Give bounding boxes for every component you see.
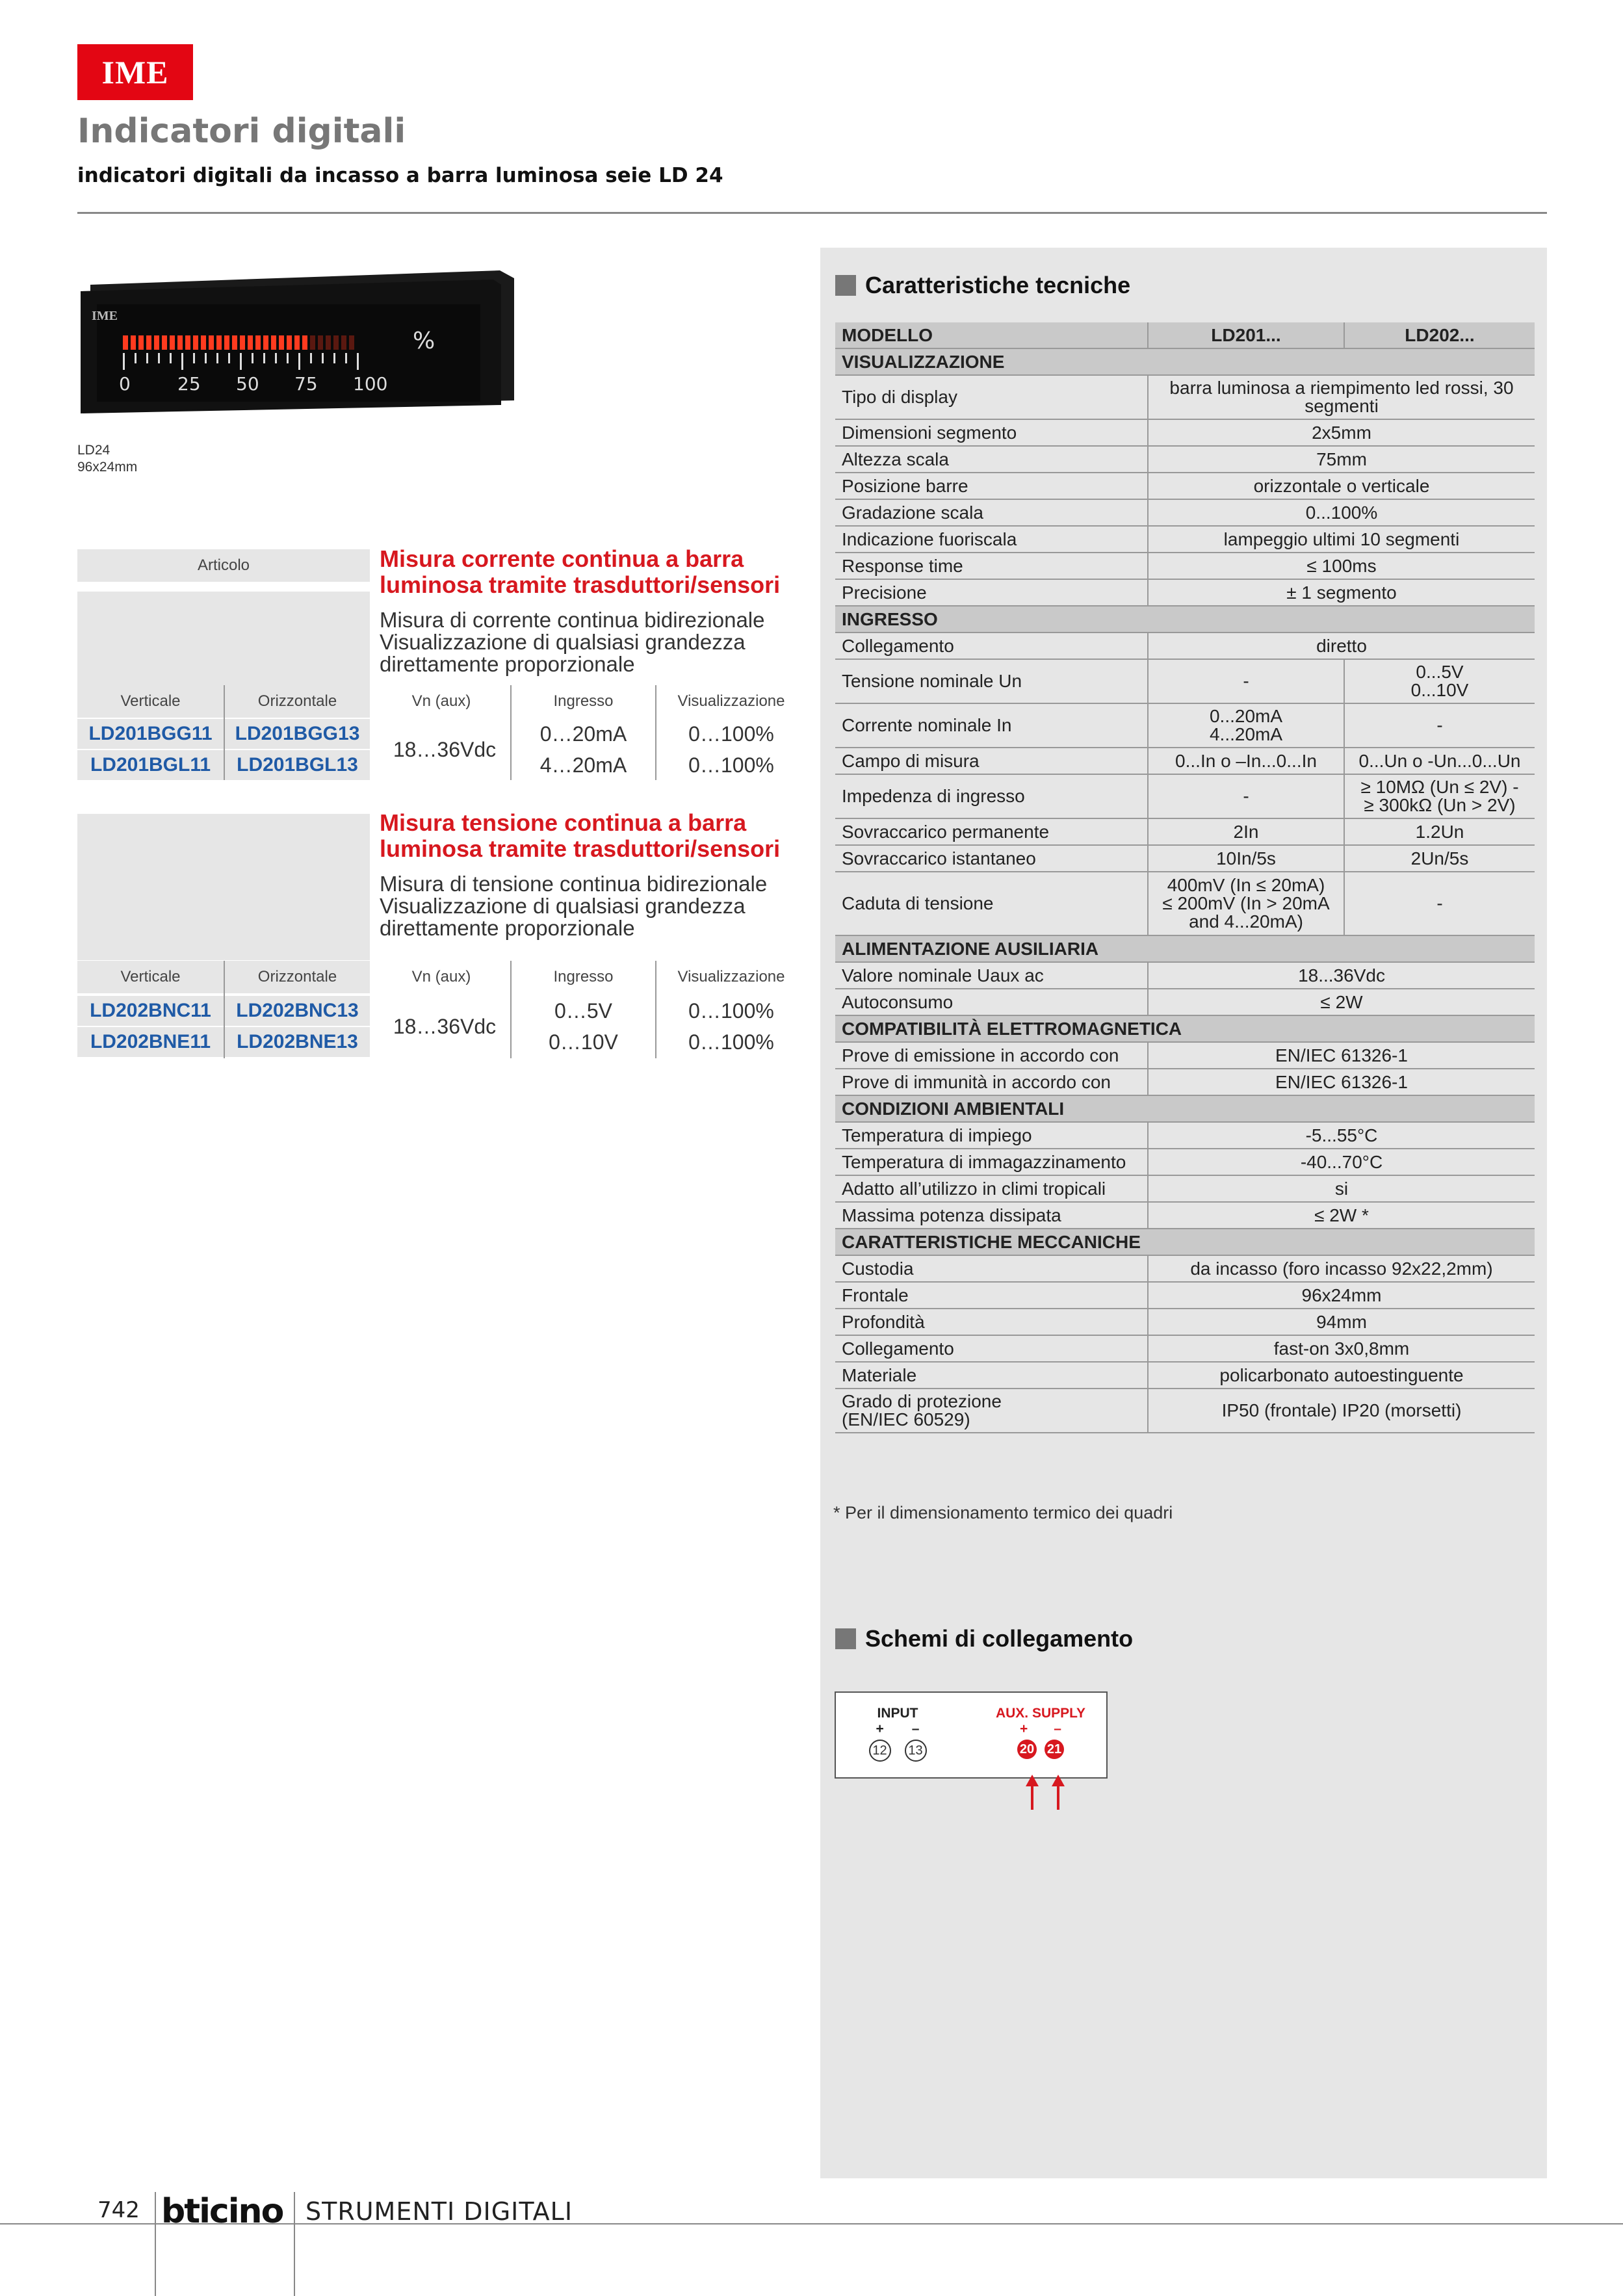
spec-value-ld201: 0...In o –In...0...In (1148, 748, 1344, 774)
spec-row (835, 553, 1535, 579)
spec-value: 96x24mm (1148, 1282, 1535, 1309)
spec-value-ld201: - (1148, 774, 1344, 818)
bar-led (349, 335, 354, 350)
scale-tick (135, 353, 136, 363)
bar-led (341, 335, 346, 350)
terminal-13: 13 (905, 1740, 927, 1762)
bar-led (294, 335, 300, 350)
spec-label: Collegamento (835, 633, 1148, 659)
bar-led (318, 335, 323, 350)
spec-row (835, 633, 1535, 659)
spec-value: 94mm (1148, 1309, 1535, 1335)
spec-section-label: ALIMENTAZIONE AUSILIARIA (835, 935, 1535, 962)
spec-value-ld201: - (1148, 659, 1344, 703)
col-visualizzazione: Visualizzazione (677, 968, 785, 985)
spec-section-row (835, 1095, 1535, 1122)
desc-line: Misura di tensione continua bidirezionale (380, 872, 768, 896)
desc-line: direttamente proporzionale (380, 652, 635, 676)
spec-section-label: CARATTERISTICHE MECCANICHE (835, 1229, 1535, 1255)
articolo-header: Articolo (77, 549, 370, 582)
footer-vdivider (294, 2192, 295, 2296)
spec-section-label: CONDIZIONI AMBIENTALI (835, 1095, 1535, 1122)
col-verticale: Verticale (77, 685, 224, 718)
photo-caption-model: LD24 (77, 443, 110, 458)
square-bullet-icon (835, 1628, 856, 1649)
spec-value: 75mm (1148, 446, 1535, 473)
articolo-image-placeholder (77, 814, 370, 960)
spec-label: Altezza scala (835, 446, 1148, 473)
scale-tick (123, 353, 125, 370)
bar-led (326, 335, 331, 350)
spec-value: policarbonato autoestinguente (1148, 1362, 1535, 1389)
spec-row (835, 989, 1535, 1015)
col-vn: Vn (aux) (411, 692, 471, 710)
scale-tick (158, 353, 160, 363)
code-vertical: LD201BGL11 (77, 750, 224, 780)
footer-section: STRUMENTI DIGITALI (305, 2197, 573, 2226)
spec-label: Impedenza di ingresso (835, 774, 1148, 818)
bar-led (232, 335, 237, 350)
spec-row (835, 845, 1535, 872)
spec-row (835, 1069, 1535, 1095)
spec-row (835, 473, 1535, 499)
aux-polarity (992, 1721, 1089, 1737)
code-vertical: LD202BNC11 (77, 996, 224, 1026)
spec-header-ld201: LD201... (1148, 322, 1344, 348)
spec-value-ld201: 0...20mA 4...20mA (1148, 703, 1344, 748)
scale-tick (357, 353, 359, 370)
bar-led (146, 335, 151, 350)
bar-led (193, 335, 198, 350)
spec-value: si (1148, 1175, 1535, 1202)
spec-row (835, 446, 1535, 473)
spec-value-ld201: 2In (1148, 818, 1344, 845)
spec-value: -5...55°C (1148, 1122, 1535, 1149)
spec-section-row (835, 348, 1535, 375)
spec-label: Collegamento (835, 1335, 1148, 1362)
bar-led (177, 335, 183, 350)
plus-sign: + (876, 1721, 884, 1736)
spec-row (835, 1202, 1535, 1229)
spec-label: Dimensioni segmento (835, 419, 1148, 446)
bticino-logo: bticino (161, 2192, 283, 2231)
spec-section-row (835, 1015, 1535, 1042)
spec-value-ld202: - (1344, 872, 1535, 935)
col-orizzontale: Orizzontale (225, 685, 370, 718)
scale-label: 25 (177, 373, 201, 395)
bar-led (271, 335, 276, 350)
col-ingresso: Ingresso (553, 692, 614, 710)
ingresso-value: 0…5V (554, 998, 612, 1023)
spec-label: Profondità (835, 1309, 1148, 1335)
code-vertical: LD201BGG11 (77, 719, 224, 749)
vn-value: 18…36Vdc (393, 1014, 497, 1038)
bar-led (185, 335, 190, 350)
scale-tick (216, 353, 218, 363)
spec-value-ld201: 10In/5s (1148, 845, 1344, 872)
product-photo (77, 265, 514, 415)
group-title: Misura tensione continua a barra luminosa tramite trasduttori/sensori (380, 809, 781, 862)
bar-led (138, 335, 144, 350)
spec-row (835, 419, 1535, 446)
device-brand-label: IME (92, 309, 118, 323)
spec-value: ≤ 100ms (1148, 553, 1535, 579)
spec-section-row (835, 1229, 1535, 1255)
minus-sign: – (1054, 1721, 1061, 1736)
ingresso-value: 0…10V (549, 1030, 618, 1054)
spec-section-label: VISUALIZZAZIONE (835, 348, 1535, 375)
spec-row (835, 499, 1535, 526)
spec-value: lampeggio ultimi 10 segmenti (1148, 526, 1535, 553)
group-description (380, 873, 809, 939)
spec-label: Prove di immunità in accordo con (835, 1069, 1148, 1095)
spec-row (835, 1362, 1535, 1389)
bar-led (201, 335, 206, 350)
col-ingresso: Ingresso (553, 968, 614, 985)
spec-label: Prove di emissione in accordo con (835, 1042, 1148, 1069)
scale-tick (310, 353, 312, 363)
spec-label: Corrente nominale In (835, 703, 1148, 748)
spec-value: diretto (1148, 633, 1535, 659)
spec-value-ld202: - (1344, 703, 1535, 748)
schemi-heading (835, 1625, 1133, 1652)
bar-led (224, 335, 229, 350)
footer-vdivider (155, 2192, 156, 2296)
spec-header-row (835, 322, 1535, 348)
spec-label: Temperatura di immagazzinamento (835, 1149, 1148, 1175)
unit-label: % (413, 328, 435, 354)
spec-value-ld201: 400mV (In ≤ 20mA) ≤ 200mV (In > 20mA and 4...20mA) (1148, 872, 1344, 935)
spec-label: Indicazione fuoriscala (835, 526, 1148, 553)
spec-row (835, 872, 1535, 935)
spec-value: orizzontale o verticale (1148, 473, 1535, 499)
photo-caption-size: 96x24mm (77, 460, 138, 475)
spec-row (835, 579, 1535, 606)
minus-sign: – (911, 1721, 920, 1736)
spec-label: Sovraccarico permanente (835, 818, 1148, 845)
spec-row (835, 1335, 1535, 1362)
spec-row (835, 1255, 1535, 1282)
spec-row (835, 1389, 1535, 1433)
spec-row (835, 1175, 1535, 1202)
terminal-12: 12 (869, 1740, 891, 1762)
spec-table (835, 322, 1535, 1433)
code-vertical: LD202BNE11 (77, 1027, 224, 1057)
scale-tick (205, 353, 207, 363)
spec-row (835, 818, 1535, 845)
spec-label: Valore nominale Uaux ac (835, 962, 1148, 989)
scale-tick (322, 353, 324, 363)
desc-line: Misura di corrente continua bidirezionale (380, 608, 765, 632)
terminal-20: 20 (1017, 1740, 1037, 1759)
scale-tick (181, 353, 183, 370)
scale-tick (146, 353, 148, 363)
bar-led (302, 335, 307, 350)
visual-value: 0…100% (688, 753, 774, 777)
desc-line: Visualizzazione di qualsiasi grandezza (380, 630, 746, 654)
scale-tick (228, 353, 230, 363)
aux-arrows-icon (1014, 1773, 1079, 1812)
footnote: * Per il dimensionamento termico dei quadri (833, 1503, 1173, 1522)
spec-header-ld202: LD202... (1344, 322, 1535, 348)
aux-terminals (992, 1740, 1089, 1759)
spec-row (835, 1149, 1535, 1175)
code-horizontal: LD201BGG13 (225, 719, 370, 749)
bar-led (255, 335, 261, 350)
spec-section-row (835, 935, 1535, 962)
scale-label: 100 (353, 373, 388, 395)
spec-row (835, 703, 1535, 748)
spec-row (835, 1122, 1535, 1149)
header-divider (77, 212, 1547, 214)
ime-logo: IME (77, 44, 193, 100)
square-bullet-icon (835, 275, 856, 296)
scale-tick (240, 353, 242, 370)
schemi-heading-text: Schemi di collegamento (865, 1625, 1134, 1652)
spec-label: Grado di protezione (EN/IEC 60529) (835, 1389, 1148, 1433)
spec-label: Temperatura di impiego (835, 1122, 1148, 1149)
spec-value: EN/IEC 61326-1 (1148, 1069, 1535, 1095)
spec-section-row (835, 606, 1535, 633)
scale-label: 50 (236, 373, 259, 395)
tech-heading (835, 272, 1130, 299)
code-horizontal: LD202BNE13 (225, 1027, 370, 1057)
spec-value: fast-on 3x0,8mm (1148, 1335, 1535, 1362)
spec-value: 0...100% (1148, 499, 1535, 526)
scale-tick (193, 353, 195, 363)
group-description (380, 609, 809, 675)
spec-label: Tipo di display (835, 375, 1148, 419)
col-orizzontale: Orizzontale (225, 961, 370, 993)
spec-value: -40...70°C (1148, 1149, 1535, 1175)
ingresso-value: 4…20mA (539, 753, 627, 777)
bar-led (131, 335, 136, 350)
scale-tick (252, 353, 253, 363)
aux-label: AUX. SUPPLY (995, 1706, 1086, 1721)
spec-value: ± 1 segmento (1148, 579, 1535, 606)
col-divider (510, 961, 512, 1058)
spec-row (835, 774, 1535, 818)
page-number: 742 (97, 2197, 140, 2223)
bar-led (263, 335, 268, 350)
visual-value: 0…100% (688, 722, 774, 746)
spec-value-ld202: ≥ 10MΩ (Un ≤ 2V) - ≥ 300kΩ (Un > 2V) (1344, 774, 1535, 818)
bar-led (154, 335, 159, 350)
code-horizontal: LD201BGL13 (225, 750, 370, 780)
spec-value-ld202: 1.2Un (1344, 818, 1535, 845)
spec-value: da incasso (foro incasso 92x22,2mm) (1148, 1255, 1535, 1282)
scale-tick (287, 353, 289, 363)
scale-tick (345, 353, 347, 363)
scale-tick (170, 353, 172, 363)
spec-value-ld202: 0...Un o -Un...0...Un (1344, 748, 1535, 774)
spec-label: Campo di misura (835, 748, 1148, 774)
wiring-diagram (835, 1691, 1108, 1779)
desc-line: Visualizzazione di qualsiasi grandezza (380, 894, 746, 918)
spec-label: Posizione barre (835, 473, 1148, 499)
spec-label: Custodia (835, 1255, 1148, 1282)
visual-value: 0…100% (688, 998, 774, 1023)
spec-value: 2x5mm (1148, 419, 1535, 446)
bar-led (279, 335, 284, 350)
scale-label: 0 (119, 373, 131, 395)
desc-line: direttamente proporzionale (380, 916, 635, 940)
page-title: Indicatori digitali (77, 112, 406, 151)
spec-value: ≤ 2W (1148, 989, 1535, 1015)
spec-label: Massima potenza dissipata (835, 1202, 1148, 1229)
group-title: Misura corrente continua a barra luminosa tramite trasduttori/sensori (380, 545, 781, 598)
bar-led (333, 335, 339, 350)
spec-header-label: MODELLO (835, 322, 1148, 348)
spec-row (835, 375, 1535, 419)
spec-label: Materiale (835, 1362, 1148, 1389)
spec-row (835, 1282, 1535, 1309)
bar-led (162, 335, 167, 350)
bar-led (240, 335, 245, 350)
input-polarity (862, 1721, 933, 1737)
spec-label: Gradazione scala (835, 499, 1148, 526)
scale-tick (263, 353, 265, 363)
spec-value: EN/IEC 61326-1 (1148, 1042, 1535, 1069)
spec-value-ld202: 0...5V 0...10V (1344, 659, 1535, 703)
spec-label: Caduta di tensione (835, 872, 1148, 935)
col-visualizzazione: Visualizzazione (677, 692, 785, 710)
spec-label: Autoconsumo (835, 989, 1148, 1015)
photo-caption (77, 442, 137, 476)
spec-value-ld202: 2Un/5s (1344, 845, 1535, 872)
code-horizontal: LD202BNC13 (225, 996, 370, 1026)
spec-section-label: COMPATIBILITÀ ELETTROMAGNETICA (835, 1015, 1535, 1042)
col-divider (510, 685, 512, 780)
page-subtitle: indicatori digitali da incasso a barra luminosa seie LD 24 (77, 164, 723, 187)
bar-led (170, 335, 175, 350)
bar-led (216, 335, 222, 350)
spec-row (835, 1309, 1535, 1335)
tech-heading-text: Caratteristiche tecniche (865, 272, 1131, 298)
aux-block (992, 1706, 1089, 1759)
spec-label: Frontale (835, 1282, 1148, 1309)
spec-value: IP50 (frontale) IP20 (morsetti) (1148, 1389, 1535, 1433)
visual-value: 0…100% (688, 1030, 774, 1054)
spec-row (835, 748, 1535, 774)
spec-section-label: INGRESSO (835, 606, 1535, 633)
spec-label: Precisione (835, 579, 1148, 606)
vn-value: 18…36Vdc (393, 737, 497, 761)
ingresso-value: 0…20mA (539, 722, 627, 746)
input-block (862, 1706, 933, 1762)
articolo-image-placeholder (77, 592, 370, 685)
bar-led (123, 335, 128, 350)
bar-led (248, 335, 253, 350)
spec-value: barra luminosa a riempimento led rossi, 30 segmenti (1148, 375, 1535, 419)
spec-label: Sovraccarico istantaneo (835, 845, 1148, 872)
spec-label: Adatto all’utilizzo in climi tropicali (835, 1175, 1148, 1202)
scale-tick (298, 353, 300, 370)
plus-sign: + (1020, 1721, 1028, 1736)
spec-row (835, 526, 1535, 553)
scale-tick (333, 353, 335, 363)
col-vn: Vn (aux) (411, 968, 471, 985)
input-terminals (862, 1740, 933, 1762)
input-label: INPUT (877, 1706, 918, 1721)
spec-row (835, 659, 1535, 703)
bar-led (209, 335, 214, 350)
spec-label: Tensione nominale Un (835, 659, 1148, 703)
scale-tick (275, 353, 277, 363)
scale-label: 75 (294, 373, 318, 395)
spec-row (835, 962, 1535, 989)
bar-led (287, 335, 292, 350)
spec-value: 18...36Vdc (1148, 962, 1535, 989)
spec-label: Response time (835, 553, 1148, 579)
spec-value: ≤ 2W * (1148, 1202, 1535, 1229)
terminal-21: 21 (1045, 1740, 1064, 1759)
bar-led (310, 335, 315, 350)
spec-row (835, 1042, 1535, 1069)
col-verticale: Verticale (77, 961, 224, 993)
